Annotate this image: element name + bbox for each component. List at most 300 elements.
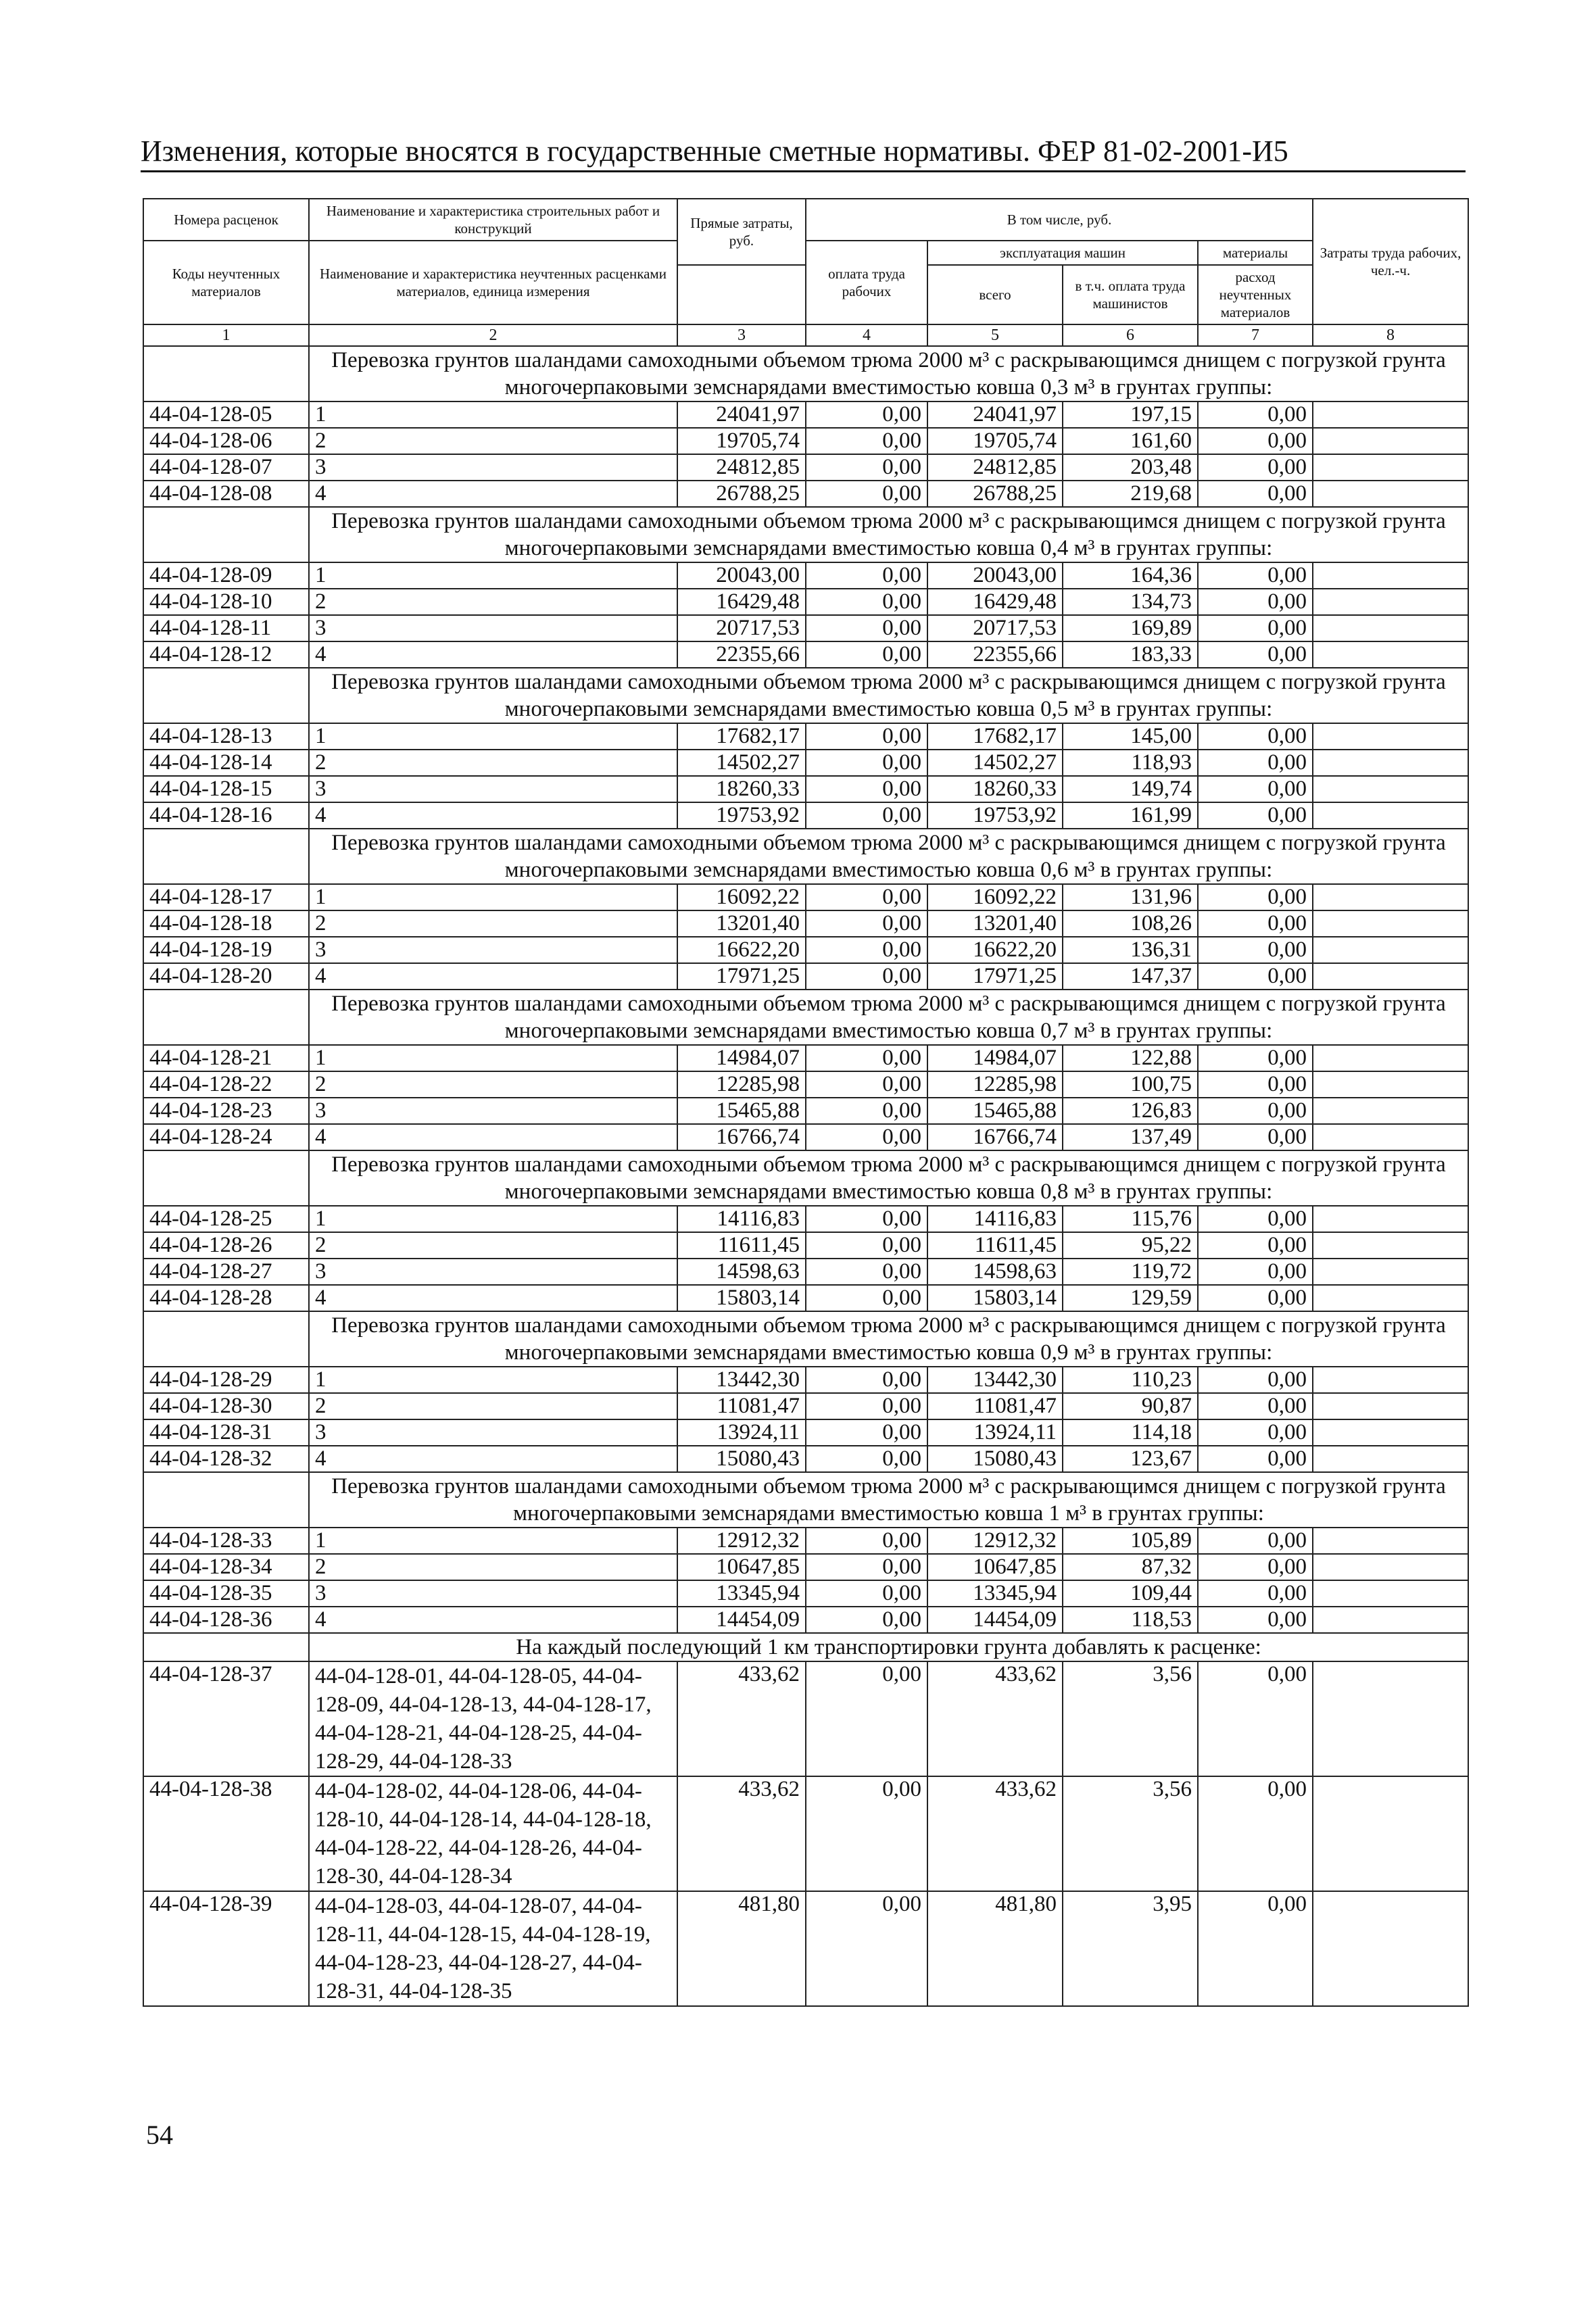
- operator-wages: 197,15: [1063, 401, 1198, 428]
- operator-wages: 90,87: [1063, 1393, 1198, 1419]
- section-title-spacer: [143, 1633, 309, 1661]
- direct-costs: 12912,32: [677, 1528, 806, 1554]
- rate-name: 4: [309, 1446, 677, 1472]
- material-consumption: 0,00: [1198, 884, 1313, 910]
- worker-wages: 0,00: [806, 1528, 927, 1554]
- direct-costs: 12285,98: [677, 1071, 806, 1098]
- rate-name: 4: [309, 1285, 677, 1311]
- machine-total: 16092,22: [927, 884, 1063, 910]
- table-row: [143, 1419, 1468, 1446]
- operator-wages: 122,88: [1063, 1045, 1198, 1071]
- labor-costs: [1313, 1124, 1468, 1150]
- operator-wages: 131,96: [1063, 884, 1198, 910]
- rate-code: 44-04-128-23: [143, 1098, 309, 1124]
- machine-total: 10647,85: [927, 1554, 1063, 1580]
- direct-costs: 20717,53: [677, 615, 806, 641]
- worker-wages: 0,00: [806, 1393, 927, 1419]
- table-row: [143, 802, 1468, 829]
- material-consumption: 0,00: [1198, 589, 1313, 615]
- rate-code: 44-04-128-13: [143, 723, 309, 750]
- table-row: [143, 1528, 1468, 1554]
- table-row: [143, 401, 1468, 428]
- rate-name: 3: [309, 776, 677, 802]
- table-row: [143, 910, 1468, 937]
- section-title-spacer: [143, 346, 309, 401]
- header-operator-wages: в т.ч. оплата труда машинистов: [1063, 265, 1198, 324]
- rate-code: 44-04-128-31: [143, 1419, 309, 1446]
- machine-total: 16622,20: [927, 937, 1063, 963]
- material-consumption: 0,00: [1198, 401, 1313, 428]
- section-title-row: [143, 990, 1468, 1045]
- rate-name: 4: [309, 1607, 677, 1633]
- labor-costs: [1313, 1419, 1468, 1446]
- section-title-row: [143, 346, 1468, 401]
- direct-costs: 13201,40: [677, 910, 806, 937]
- direct-costs: 16622,20: [677, 937, 806, 963]
- table-row: [143, 1891, 1468, 2006]
- worker-wages: 0,00: [806, 615, 927, 641]
- rate-name: 1: [309, 401, 677, 428]
- direct-costs: 24041,97: [677, 401, 806, 428]
- labor-costs: [1313, 1528, 1468, 1554]
- norms-table: [143, 198, 1469, 2007]
- material-consumption: 0,00: [1198, 776, 1313, 802]
- rate-code: 44-04-128-32: [143, 1446, 309, 1472]
- table-body: [143, 346, 1468, 2006]
- direct-costs: 24812,85: [677, 454, 806, 481]
- rate-code: 44-04-128-08: [143, 481, 309, 507]
- section-title-spacer: [143, 1472, 309, 1528]
- rate-code: 44-04-128-27: [143, 1259, 309, 1285]
- worker-wages: 0,00: [806, 1446, 927, 1472]
- section-title: Перевозка грунтов шаландами самоходными объемом трюма 2000 м³ с раскрывающимся днищем с погрузкой грунта многочерпаковыми земснарядами вместимостью ковша 1 м³ в грунтах группы:: [309, 1472, 1468, 1528]
- rate-name: 2: [309, 750, 677, 776]
- labor-costs: [1313, 963, 1468, 990]
- labor-costs: [1313, 1259, 1468, 1285]
- section-title-row: [143, 1150, 1468, 1206]
- material-consumption: 0,00: [1198, 562, 1313, 589]
- material-consumption: 0,00: [1198, 1071, 1313, 1098]
- rate-name: 3: [309, 615, 677, 641]
- rate-code: 44-04-128-16: [143, 802, 309, 829]
- labor-costs: [1313, 1071, 1468, 1098]
- column-number: 7: [1198, 324, 1313, 346]
- operator-wages: 115,76: [1063, 1206, 1198, 1232]
- labor-costs: [1313, 1206, 1468, 1232]
- direct-costs: 11611,45: [677, 1232, 806, 1259]
- labor-costs: [1313, 723, 1468, 750]
- table-row: [143, 963, 1468, 990]
- rate-name: 1: [309, 1367, 677, 1393]
- operator-wages: 145,00: [1063, 723, 1198, 750]
- rate-name: 3: [309, 454, 677, 481]
- labor-costs: [1313, 910, 1468, 937]
- machine-total: 18260,33: [927, 776, 1063, 802]
- rate-name: 44-04-128-02, 44-04-128-06, 44-04-128-10, 44-04-128-14, 44-04-128-18, 44-04-128-22, 44-04-128-26, 44-04-128-30, 44-04-128-34: [309, 1776, 677, 1891]
- rate-name: 2: [309, 428, 677, 454]
- page-number: 54: [146, 2120, 173, 2150]
- machine-total: 14598,63: [927, 1259, 1063, 1285]
- section-title: Перевозка грунтов шаландами самоходными объемом трюма 2000 м³ с раскрывающимся днищем с погрузкой грунта многочерпаковыми земснарядами вместимостью ковша 0,4 м³ в грунтах группы:: [309, 507, 1468, 562]
- table-header: [143, 199, 1468, 346]
- material-consumption: 0,00: [1198, 1661, 1313, 1776]
- labor-costs: [1313, 481, 1468, 507]
- section-title-row: [143, 829, 1468, 884]
- direct-costs: 18260,33: [677, 776, 806, 802]
- worker-wages: 0,00: [806, 802, 927, 829]
- column-number-row: [143, 324, 1468, 346]
- operator-wages: 118,53: [1063, 1607, 1198, 1633]
- rate-name: 1: [309, 1206, 677, 1232]
- direct-costs: 16092,22: [677, 884, 806, 910]
- direct-costs: 15803,14: [677, 1285, 806, 1311]
- machine-total: 15080,43: [927, 1446, 1063, 1472]
- direct-costs: 20043,00: [677, 562, 806, 589]
- worker-wages: 0,00: [806, 401, 927, 428]
- table-row: [143, 1367, 1468, 1393]
- worker-wages: 0,00: [806, 1580, 927, 1607]
- material-consumption: 0,00: [1198, 1580, 1313, 1607]
- machine-total: 433,62: [927, 1776, 1063, 1891]
- rate-name: 2: [309, 589, 677, 615]
- worker-wages: 0,00: [806, 1891, 927, 2006]
- material-consumption: 0,00: [1198, 723, 1313, 750]
- direct-costs: 13442,30: [677, 1367, 806, 1393]
- machine-total: 24041,97: [927, 401, 1063, 428]
- material-consumption: 0,00: [1198, 481, 1313, 507]
- machine-total: 13442,30: [927, 1367, 1063, 1393]
- section-title-spacer: [143, 507, 309, 562]
- table-row: [143, 1554, 1468, 1580]
- direct-costs: 11081,47: [677, 1393, 806, 1419]
- table-row: [143, 1124, 1468, 1150]
- table-row: [143, 1580, 1468, 1607]
- rate-name: 2: [309, 910, 677, 937]
- table-row: [143, 481, 1468, 507]
- machine-total: 17971,25: [927, 963, 1063, 990]
- rate-code: 44-04-128-17: [143, 884, 309, 910]
- rate-name: 1: [309, 562, 677, 589]
- section-title-row: [143, 668, 1468, 723]
- material-consumption: 0,00: [1198, 1206, 1313, 1232]
- operator-wages: 87,32: [1063, 1554, 1198, 1580]
- material-consumption: 0,00: [1198, 641, 1313, 668]
- worker-wages: 0,00: [806, 1098, 927, 1124]
- rate-code: 44-04-128-35: [143, 1580, 309, 1607]
- labor-costs: [1313, 1776, 1468, 1891]
- rate-code: 44-04-128-14: [143, 750, 309, 776]
- rate-code: 44-04-128-07: [143, 454, 309, 481]
- section-title: Перевозка грунтов шаландами самоходными объемом трюма 2000 м³ с раскрывающимся днищем с погрузкой грунта многочерпаковыми земснарядами вместимостью ковша 0,8 м³ в грунтах группы:: [309, 1150, 1468, 1206]
- worker-wages: 0,00: [806, 1776, 927, 1891]
- operator-wages: 114,18: [1063, 1419, 1198, 1446]
- machine-total: 19705,74: [927, 428, 1063, 454]
- machine-total: 14116,83: [927, 1206, 1063, 1232]
- rate-code: 44-04-128-12: [143, 641, 309, 668]
- rate-name: 1: [309, 884, 677, 910]
- header-direct-costs: Прямые затраты, руб.: [677, 199, 806, 265]
- direct-costs: 481,80: [677, 1891, 806, 2006]
- worker-wages: 0,00: [806, 1206, 927, 1232]
- machine-total: 13345,94: [927, 1580, 1063, 1607]
- operator-wages: 126,83: [1063, 1098, 1198, 1124]
- machine-total: 14454,09: [927, 1607, 1063, 1633]
- labor-costs: [1313, 1891, 1468, 2006]
- table-row: [143, 428, 1468, 454]
- rate-name: 4: [309, 481, 677, 507]
- worker-wages: 0,00: [806, 884, 927, 910]
- operator-wages: 118,93: [1063, 750, 1198, 776]
- worker-wages: 0,00: [806, 1367, 927, 1393]
- rate-name: 3: [309, 1580, 677, 1607]
- operator-wages: 123,67: [1063, 1446, 1198, 1472]
- rate-code: 44-04-128-09: [143, 562, 309, 589]
- labor-costs: [1313, 776, 1468, 802]
- labor-costs: [1313, 1232, 1468, 1259]
- table-row: [143, 1045, 1468, 1071]
- table-row: [143, 1776, 1468, 1891]
- table-row: [143, 1098, 1468, 1124]
- operator-wages: 3,56: [1063, 1776, 1198, 1891]
- direct-costs: 15465,88: [677, 1098, 806, 1124]
- direct-costs: 14598,63: [677, 1259, 806, 1285]
- section-title-row: [143, 1472, 1468, 1528]
- worker-wages: 0,00: [806, 562, 927, 589]
- direct-costs: 13345,94: [677, 1580, 806, 1607]
- table-row: [143, 723, 1468, 750]
- operator-wages: 183,33: [1063, 641, 1198, 668]
- rate-name: 4: [309, 963, 677, 990]
- labor-costs: [1313, 802, 1468, 829]
- section-title: Перевозка грунтов шаландами самоходными объемом трюма 2000 м³ с раскрывающимся днищем с погрузкой грунта многочерпаковыми земснарядами вместимостью ковша 0,5 м³ в грунтах группы:: [309, 668, 1468, 723]
- worker-wages: 0,00: [806, 641, 927, 668]
- direct-costs: 13924,11: [677, 1419, 806, 1446]
- direct-costs: 10647,85: [677, 1554, 806, 1580]
- header-machine-operation: эксплуатация машин: [927, 241, 1198, 265]
- rate-code: 44-04-128-34: [143, 1554, 309, 1580]
- section-title: Перевозка грунтов шаландами самоходными объемом трюма 2000 м³ с раскрывающимся днищем с погрузкой грунта многочерпаковыми земснарядами вместимостью ковша 0,6 м³ в грунтах группы:: [309, 829, 1468, 884]
- material-consumption: 0,00: [1198, 750, 1313, 776]
- worker-wages: 0,00: [806, 428, 927, 454]
- direct-costs: 15080,43: [677, 1446, 806, 1472]
- machine-total: 11081,47: [927, 1393, 1063, 1419]
- material-consumption: 0,00: [1198, 1528, 1313, 1554]
- column-number: 8: [1313, 324, 1468, 346]
- section-title: На каждый последующий 1 км транспортировки грунта добавлять к расценке:: [309, 1633, 1468, 1661]
- operator-wages: 3,95: [1063, 1891, 1198, 2006]
- labor-costs: [1313, 615, 1468, 641]
- section-title-spacer: [143, 990, 309, 1045]
- rate-code: 44-04-128-33: [143, 1528, 309, 1554]
- machine-total: 12912,32: [927, 1528, 1063, 1554]
- rate-code: 44-04-128-10: [143, 589, 309, 615]
- worker-wages: 0,00: [806, 776, 927, 802]
- material-consumption: 0,00: [1198, 1098, 1313, 1124]
- labor-costs: [1313, 428, 1468, 454]
- labor-costs: [1313, 750, 1468, 776]
- material-consumption: 0,00: [1198, 454, 1313, 481]
- labor-costs: [1313, 1285, 1468, 1311]
- labor-costs: [1313, 1045, 1468, 1071]
- rate-code: 44-04-128-21: [143, 1045, 309, 1071]
- labor-costs: [1313, 1661, 1468, 1776]
- table-row: [143, 1259, 1468, 1285]
- header-labor-costs: Затраты труда рабочих, чел.-ч.: [1313, 199, 1468, 324]
- column-number: 5: [927, 324, 1063, 346]
- rate-code: 44-04-128-37: [143, 1661, 309, 1776]
- direct-costs: 26788,25: [677, 481, 806, 507]
- material-consumption: 0,00: [1198, 1554, 1313, 1580]
- direct-costs: 19705,74: [677, 428, 806, 454]
- rate-code: 44-04-128-05: [143, 401, 309, 428]
- table-row: [143, 454, 1468, 481]
- material-consumption: 0,00: [1198, 802, 1313, 829]
- direct-costs: 17682,17: [677, 723, 806, 750]
- operator-wages: 134,73: [1063, 589, 1198, 615]
- rate-name: 3: [309, 1098, 677, 1124]
- rate-name: 44-04-128-01, 44-04-128-05, 44-04-128-09, 44-04-128-13, 44-04-128-17, 44-04-128-21, 44-04-128-25, 44-04-128-29, 44-04-128-33: [309, 1661, 677, 1776]
- table-row: [143, 1285, 1468, 1311]
- operator-wages: 109,44: [1063, 1580, 1198, 1607]
- machine-total: 16429,48: [927, 589, 1063, 615]
- worker-wages: 0,00: [806, 1607, 927, 1633]
- material-consumption: 0,00: [1198, 428, 1313, 454]
- rate-code: 44-04-128-25: [143, 1206, 309, 1232]
- operator-wages: 95,22: [1063, 1232, 1198, 1259]
- section-title: Перевозка грунтов шаландами самоходными объемом трюма 2000 м³ с раскрывающимся днищем с погрузкой грунта многочерпаковыми земснарядами вместимостью ковша 0,3 м³ в грунтах группы:: [309, 346, 1468, 401]
- rate-name: 1: [309, 723, 677, 750]
- worker-wages: 0,00: [806, 1285, 927, 1311]
- worker-wages: 0,00: [806, 1071, 927, 1098]
- direct-costs: 19753,92: [677, 802, 806, 829]
- rate-name: 4: [309, 641, 677, 668]
- rate-code: 44-04-128-20: [143, 963, 309, 990]
- operator-wages: 136,31: [1063, 937, 1198, 963]
- material-consumption: 0,00: [1198, 1393, 1313, 1419]
- worker-wages: 0,00: [806, 963, 927, 990]
- rate-code: 44-04-128-26: [143, 1232, 309, 1259]
- material-consumption: 0,00: [1198, 1446, 1313, 1472]
- material-consumption: 0,00: [1198, 1367, 1313, 1393]
- direct-costs: 16429,48: [677, 589, 806, 615]
- rate-code: 44-04-128-18: [143, 910, 309, 937]
- operator-wages: 219,68: [1063, 481, 1198, 507]
- direct-costs: 22355,66: [677, 641, 806, 668]
- worker-wages: 0,00: [806, 723, 927, 750]
- operator-wages: 100,75: [1063, 1071, 1198, 1098]
- rate-code: 44-04-128-11: [143, 615, 309, 641]
- header-material-name: Наименование и характеристика неучтенных расценками материалов, единица измерения: [309, 241, 677, 324]
- column-number: 2: [309, 324, 677, 346]
- material-consumption: 0,00: [1198, 1776, 1313, 1891]
- rate-code: 44-04-128-22: [143, 1071, 309, 1098]
- operator-wages: 169,89: [1063, 615, 1198, 641]
- table-row: [143, 884, 1468, 910]
- machine-total: 17682,17: [927, 723, 1063, 750]
- machine-total: 22355,66: [927, 641, 1063, 668]
- table-row: [143, 776, 1468, 802]
- header-machine-total: всего: [927, 265, 1063, 324]
- machine-total: 24812,85: [927, 454, 1063, 481]
- labor-costs: [1313, 1393, 1468, 1419]
- direct-costs: 14454,09: [677, 1607, 806, 1633]
- column-number: 6: [1063, 324, 1198, 346]
- labor-costs: [1313, 401, 1468, 428]
- rate-name: 3: [309, 1259, 677, 1285]
- machine-total: 11611,45: [927, 1232, 1063, 1259]
- direct-costs: 16766,74: [677, 1124, 806, 1150]
- section-title-row: [143, 1633, 1468, 1661]
- table-row: [143, 1393, 1468, 1419]
- table-row: [143, 562, 1468, 589]
- rate-name: 4: [309, 802, 677, 829]
- operator-wages: 147,37: [1063, 963, 1198, 990]
- labor-costs: [1313, 1446, 1468, 1472]
- header-spacer: [677, 265, 806, 324]
- machine-total: 20717,53: [927, 615, 1063, 641]
- machine-total: 433,62: [927, 1661, 1063, 1776]
- material-consumption: 0,00: [1198, 937, 1313, 963]
- material-consumption: 0,00: [1198, 1045, 1313, 1071]
- material-consumption: 0,00: [1198, 1285, 1313, 1311]
- table-row: [143, 1661, 1468, 1776]
- table-row: [143, 615, 1468, 641]
- worker-wages: 0,00: [806, 481, 927, 507]
- rate-code: 44-04-128-28: [143, 1285, 309, 1311]
- machine-total: 20043,00: [927, 562, 1063, 589]
- worker-wages: 0,00: [806, 1232, 927, 1259]
- table-row: [143, 750, 1468, 776]
- table-row: [143, 1206, 1468, 1232]
- operator-wages: 110,23: [1063, 1367, 1198, 1393]
- machine-total: 12285,98: [927, 1071, 1063, 1098]
- rate-name: 2: [309, 1554, 677, 1580]
- direct-costs: 17971,25: [677, 963, 806, 990]
- rate-code: 44-04-128-19: [143, 937, 309, 963]
- table-row: [143, 937, 1468, 963]
- header-material-consumption: расход неучтенных материалов: [1198, 265, 1313, 324]
- machine-total: 14502,27: [927, 750, 1063, 776]
- labor-costs: [1313, 937, 1468, 963]
- operator-wages: 3,56: [1063, 1661, 1198, 1776]
- table-row: [143, 589, 1468, 615]
- operator-wages: 108,26: [1063, 910, 1198, 937]
- worker-wages: 0,00: [806, 1554, 927, 1580]
- section-title-spacer: [143, 829, 309, 884]
- direct-costs: 14116,83: [677, 1206, 806, 1232]
- worker-wages: 0,00: [806, 454, 927, 481]
- table-row: [143, 1446, 1468, 1472]
- worker-wages: 0,00: [806, 1259, 927, 1285]
- operator-wages: 203,48: [1063, 454, 1198, 481]
- material-consumption: 0,00: [1198, 615, 1313, 641]
- operator-wages: 129,59: [1063, 1285, 1198, 1311]
- material-consumption: 0,00: [1198, 1607, 1313, 1633]
- labor-costs: [1313, 1367, 1468, 1393]
- machine-total: 26788,25: [927, 481, 1063, 507]
- worker-wages: 0,00: [806, 1661, 927, 1776]
- rate-code: 44-04-128-39: [143, 1891, 309, 2006]
- material-consumption: 0,00: [1198, 1232, 1313, 1259]
- section-title-row: [143, 1311, 1468, 1367]
- direct-costs: 433,62: [677, 1661, 806, 1776]
- operator-wages: 119,72: [1063, 1259, 1198, 1285]
- rate-code: 44-04-128-06: [143, 428, 309, 454]
- header-material-codes: Коды неучтенных материалов: [143, 241, 309, 324]
- labor-costs: [1313, 1580, 1468, 1607]
- rate-name: 2: [309, 1393, 677, 1419]
- rate-name: 3: [309, 1419, 677, 1446]
